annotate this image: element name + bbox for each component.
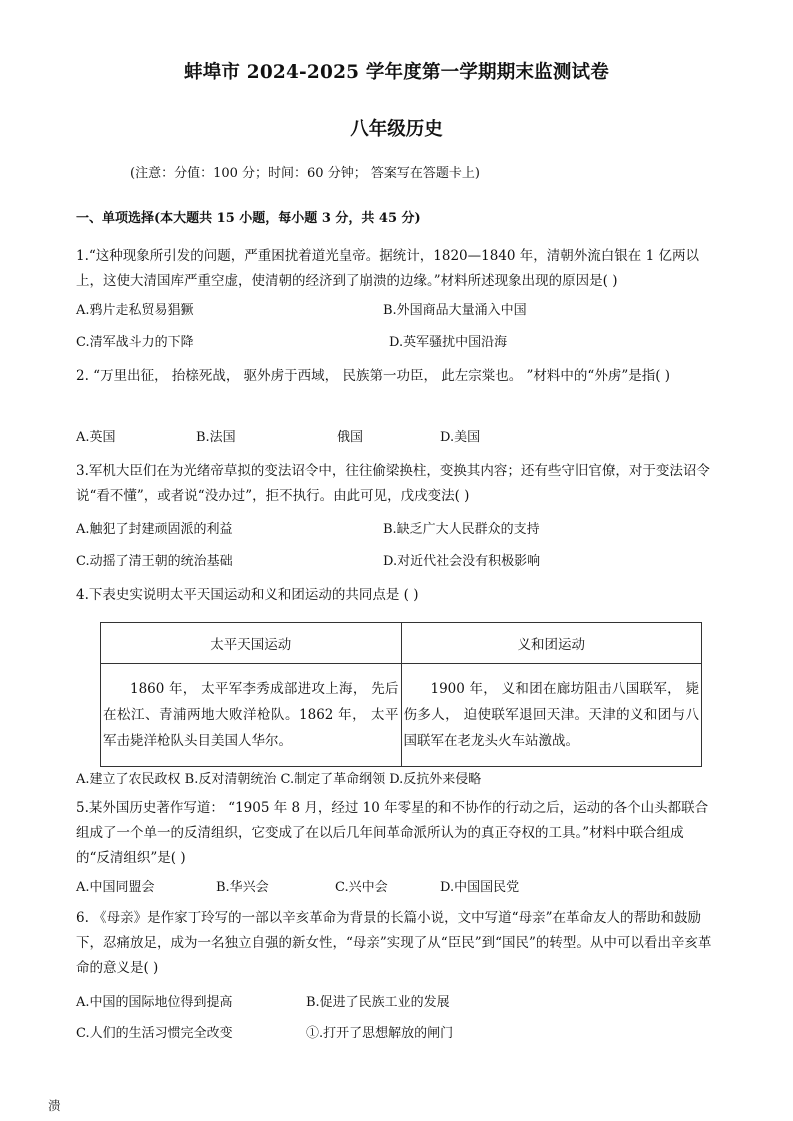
question-5-text: 5.某外国历史著作写道： “1905 年 8 月，经过 10 年零星的和不协作的行动之后，运动的各个山头都联合组成了一个单一的反清组织，它变成了在以后几年间革命派所认为的真正夺权的工具。”材料中联合组成的“反清组织”是( )	[76, 800, 709, 866]
table-cell-boxer: 1900 年， 义和团在廊坊阻击八国联军， 毙伤多人， 迫使联军退回天津。天津的义和团与八国联军在老龙头火车站激战。	[401, 664, 702, 767]
question-5-option-d: D.中国国民党	[440, 880, 520, 895]
exam-note: (注意：分值：100 分；时间：60 分钟； 答案写在答题卡上)	[130, 166, 480, 181]
question-5-option-c: C.兴中会	[335, 880, 388, 895]
question-2-option-d: D.美国	[440, 430, 481, 445]
question-1-option-c: C.清军战斗力的下降	[76, 335, 194, 350]
table-row	[101, 664, 702, 767]
question-6-option-c: C.人们的生活习惯完全改变	[76, 1026, 233, 1041]
question-4-options: A.建立了农民政权 B.反对清朝统治 C.制定了革命纲领 D.反抗外来侵略	[76, 772, 482, 787]
question-6-option-b: B.促进了民族工业的发展	[306, 995, 450, 1010]
question-3-option-c: C.动摇了清王朝的统治基础	[76, 554, 233, 569]
exam-title: 蚌埠市 2024-2025 学年度第一学期期末监测试卷	[184, 62, 609, 83]
table-cell-taiping: 1860 年， 太平军李秀成部进攻上海， 先后在松江、青浦两地大败洋枪队。1862 年， 太平军击毙洋枪队头目美国人华尔。	[101, 664, 402, 767]
question-6-option-a: A.中国的国际地位得到提高	[76, 995, 233, 1010]
question-4-text: 4.下表史实说明太平天国运动和义和团运动的共同点是 ( )	[76, 587, 419, 603]
section-heading: 一、单项选择(本大题共 15 小题，每小题 3 分，共 45 分)	[76, 211, 421, 226]
question-1-option-a: A.鸦片走私贸易猖獗	[76, 303, 194, 318]
question-3-text: 3.军机大臣们在为光绪帝草拟的变法诏令中，往往偷梁换柱，变换其内容；还有些守旧官僚，对于变法诏令说“看不懂”，或者说“没办过”，拒不执行。由此可见，戊戌变法( )	[76, 463, 710, 504]
question-6-text: 6. 《母亲》是作家丁玲写的一部以辛亥革命为背景的长篇小说，文中写道“母亲”在革命友人的帮助和鼓励下，忍痛放足，成为一名独立自强的新女性，“母亲”实现了从“臣民”到“国民”的转型。从中可以看出辛亥革命的意义是( )	[76, 910, 712, 976]
exam-subtitle: 八年级历史	[350, 119, 443, 140]
question-5-option-a: A.中国同盟会	[76, 880, 155, 895]
question-1-option-b: B.外国商品大量涌入中国	[383, 303, 527, 318]
footer-mark: 溃	[48, 1098, 61, 1113]
question-6-option-d: ①.打开了思想解放的闸门	[306, 1026, 454, 1041]
table-header-taiping: 太平天国运动	[101, 623, 402, 664]
question-2-text: 2. “万里出征， 抬榇死战， 驱外虏于西域， 民族第一功臣， 此左宗棠也。 ”材料中的“外虏”是指( )	[76, 368, 671, 384]
table-header-boxer: 义和团运动	[401, 623, 702, 664]
question-2-option-b: B.法国	[196, 430, 236, 445]
question-3-option-a: A.触犯了封建顽固派的利益	[76, 522, 233, 537]
question-1-text: 1.“这种现象所引发的问题，严重困扰着道光皇帝。据统计，1820—1840 年，清朝外流白银在 1 亿两以上，这使大清国库严重空虚，使清朝的经济到了崩溃的边缘。”材料所述现象出现的原因是( )	[76, 248, 699, 289]
question-2-option-c: 俄国	[337, 430, 364, 445]
question-2-option-a: A.英国	[76, 430, 116, 445]
question-3-option-b: B.缺乏广大人民群众的支持	[383, 522, 540, 537]
table-header-row	[101, 623, 702, 664]
comparison-table	[100, 622, 702, 767]
question-3-option-d: D.对近代社会没有积极影响	[383, 554, 541, 569]
question-5-option-b: B.华兴会	[216, 880, 269, 895]
question-1-option-d: D.英军骚扰中国沿海	[389, 335, 508, 350]
